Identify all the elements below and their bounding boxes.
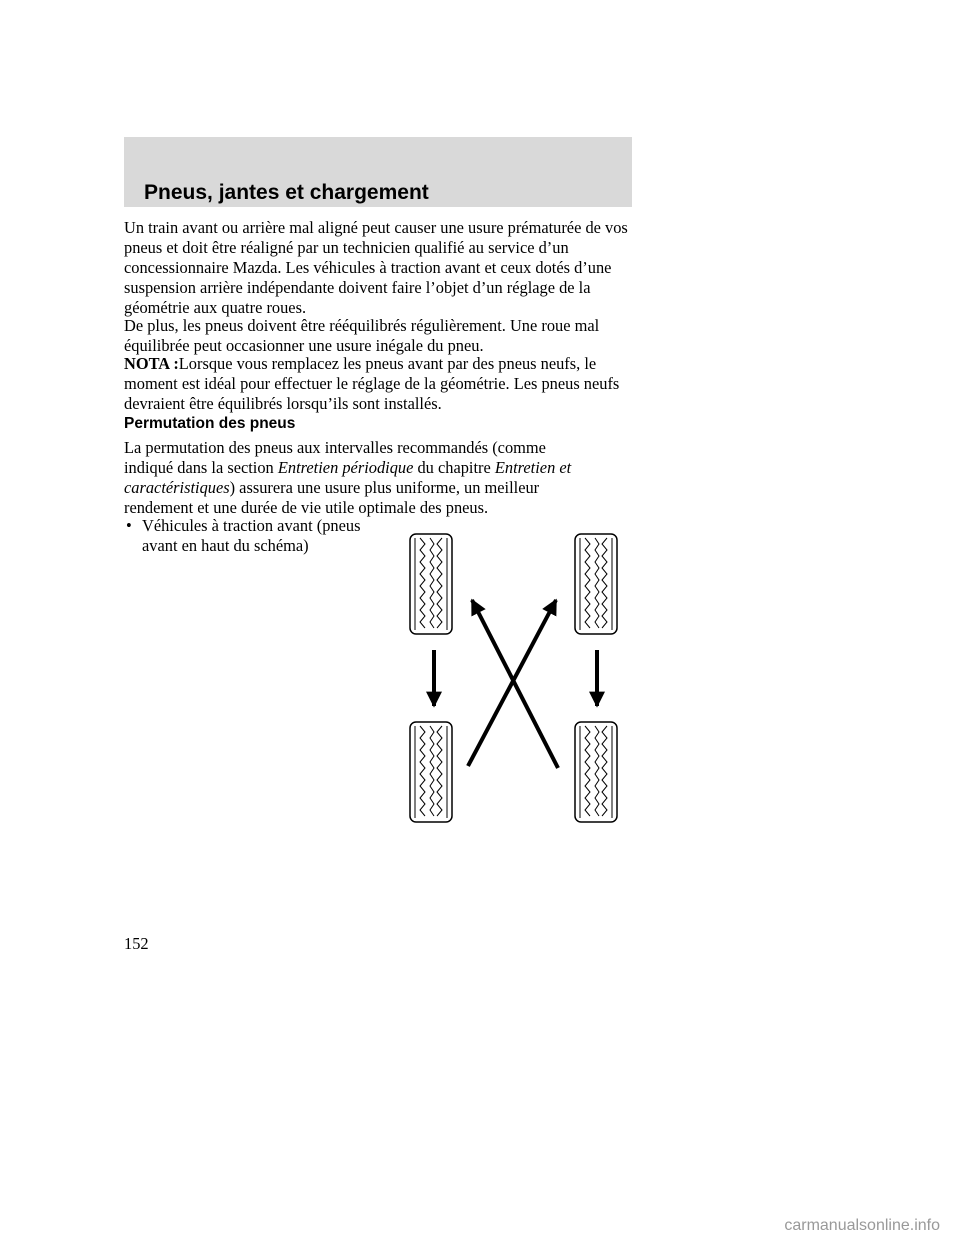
intro-reference: Entretien et caractéristiques: [124, 458, 572, 497]
section-header-bar: [124, 137, 632, 207]
watermark-text: carmanualsonline.info: [784, 1217, 940, 1234]
rotation-intro: [124, 438, 574, 518]
paragraph-text: De plus, les pneus doivent être rééquilibrés régulièrement. Une roue mal équilibrée peut occasionner une usure inégale du pneu.: [124, 316, 600, 355]
intro-text: La permutation des pneus aux intervalles recommandés (comme indiqué dans la section: [124, 438, 546, 477]
tire-front-right-icon: [575, 534, 617, 634]
page-title: Pneus, jantes et chargement: [144, 181, 429, 204]
tire-front-left-icon: [410, 534, 452, 634]
paragraph-text: Un train avant ou arrière mal aligné peut causer une usure prématurée de vos pneus et doit être réaligné par un technicien qualifié au service d’un concessionnaire Mazda. Les véhicules à traction avant et ceux dotés d’une suspension arrière indépendante doivent faire l’objet d’un réglage de la géométrie aux quatre roues.: [124, 218, 628, 317]
intro-reference: Entretien périodique: [277, 458, 414, 477]
section-heading: Permutation des pneus: [124, 415, 296, 432]
arrow-cross-to-front-left-icon: [472, 600, 558, 768]
paragraph-alignment: [124, 218, 634, 318]
tire-rear-left-icon: [410, 722, 452, 822]
note-text: Lorsque vous remplacez les pneus avant par des pneus neufs, le moment est idéal pour effectuer le réglage de la géométrie. Les pneus neufs devraient être équilibrés lorsqu’ils sont installés.: [124, 354, 620, 413]
paragraph-balancing: [124, 316, 634, 356]
note-label: NOTA :: [124, 354, 179, 373]
tire-rotation-diagram: [400, 528, 630, 840]
note-paragraph: [124, 354, 634, 414]
watermark: [0, 1214, 960, 1242]
intro-text: du chapitre: [417, 458, 491, 477]
intro-text: ) assurera une usure plus uniforme, un meilleur rendement et une durée de vie utile optimale des pneus.: [124, 478, 540, 517]
page-number: 152: [124, 934, 149, 953]
bullet-icon: •: [126, 516, 132, 535]
bullet-text: Véhicules à traction avant (pneus avant en haut du schéma): [142, 516, 361, 555]
tire-rear-right-icon: [575, 722, 617, 822]
